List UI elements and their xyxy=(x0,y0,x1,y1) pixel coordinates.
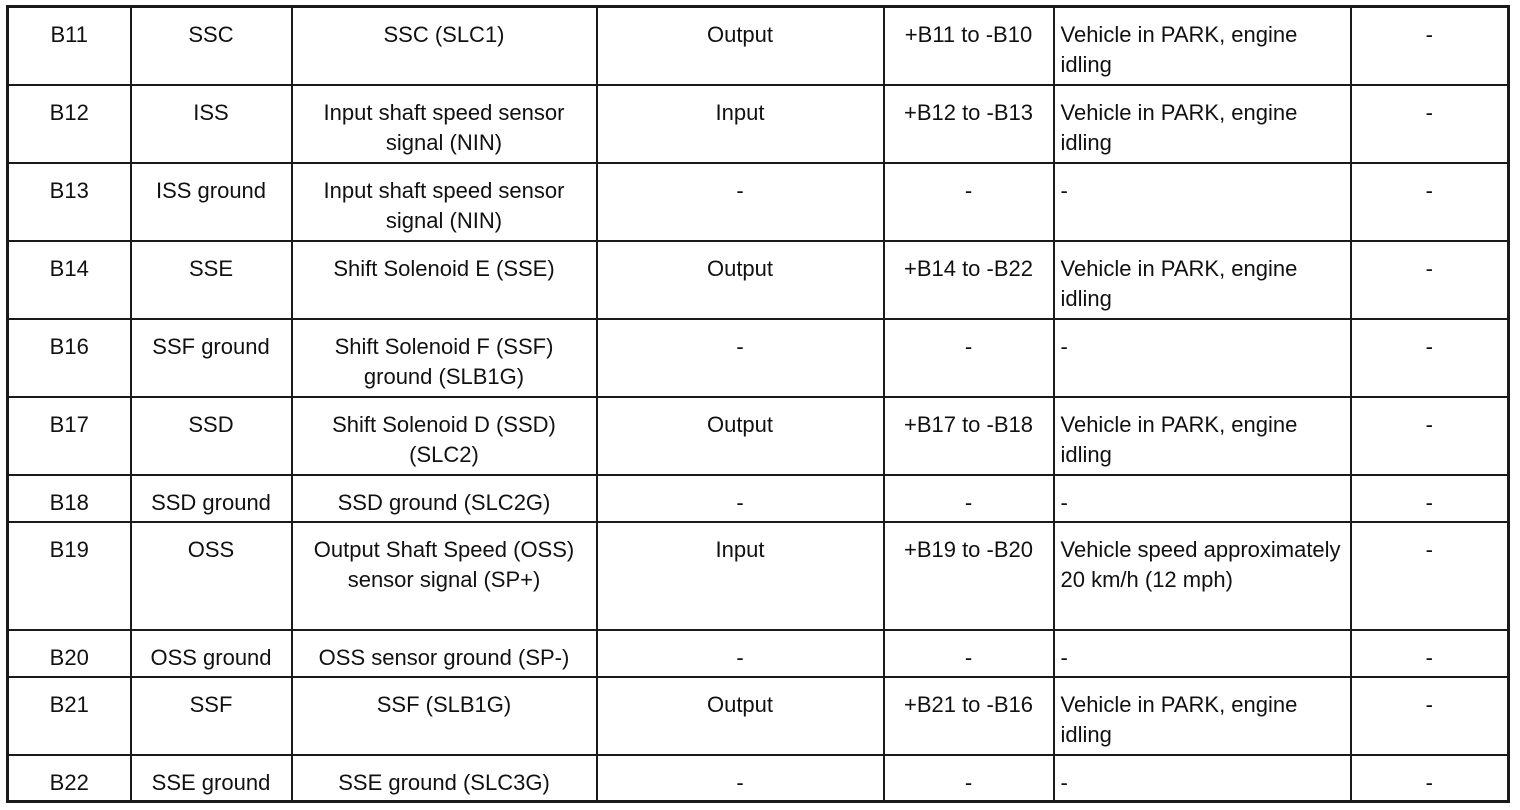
circuit-cell: SSF ground xyxy=(131,319,292,397)
signal-type-cell: - xyxy=(597,475,884,522)
table-row xyxy=(8,522,1509,630)
value-cell: - xyxy=(1351,677,1509,755)
condition-cell: Vehicle in PARK, engine idling xyxy=(1054,85,1351,163)
condition-cell: Vehicle in PARK, engine idling xyxy=(1054,241,1351,319)
signal-type-cell: Output xyxy=(597,677,884,755)
circuit-cell: SSD ground xyxy=(131,475,292,522)
circuit-cell: SSF xyxy=(131,677,292,755)
measurement-cell: +B12 to -B13 xyxy=(884,85,1054,163)
table-row xyxy=(8,677,1509,755)
value-cell: - xyxy=(1351,755,1509,802)
signal-type-cell: Output xyxy=(597,241,884,319)
condition-cell: Vehicle in PARK, engine idling xyxy=(1054,677,1351,755)
value-cell: - xyxy=(1351,522,1509,630)
signal-type-cell: Output xyxy=(597,397,884,475)
value-cell: - xyxy=(1351,319,1509,397)
table-row xyxy=(8,630,1509,677)
description-cell: Output Shaft Speed (OSS) sensor signal (SP+) xyxy=(292,522,597,630)
signal-type-cell: - xyxy=(597,755,884,802)
pin-number-cell: B14 xyxy=(8,241,131,319)
pin-table xyxy=(6,5,1510,803)
table-row xyxy=(8,319,1509,397)
condition-cell: - xyxy=(1054,755,1351,802)
table-row xyxy=(8,397,1509,475)
table-row xyxy=(8,755,1509,802)
value-cell: - xyxy=(1351,475,1509,522)
table-row xyxy=(8,163,1509,241)
pin-number-cell: B20 xyxy=(8,630,131,677)
signal-type-cell: Output xyxy=(597,7,884,85)
signal-type-cell: Input xyxy=(597,85,884,163)
measurement-cell: - xyxy=(884,319,1054,397)
pin-number-cell: B11 xyxy=(8,7,131,85)
description-cell: Shift Solenoid D (SSD) (SLC2) xyxy=(292,397,597,475)
description-cell: OSS sensor ground (SP-) xyxy=(292,630,597,677)
signal-type-cell: - xyxy=(597,319,884,397)
description-cell: Shift Solenoid E (SSE) xyxy=(292,241,597,319)
measurement-cell: +B21 to -B16 xyxy=(884,677,1054,755)
condition-cell: - xyxy=(1054,163,1351,241)
pin-number-cell: B22 xyxy=(8,755,131,802)
circuit-cell: ISS ground xyxy=(131,163,292,241)
table-row xyxy=(8,475,1509,522)
value-cell: - xyxy=(1351,7,1509,85)
description-cell: SSE ground (SLC3G) xyxy=(292,755,597,802)
description-cell: SSD ground (SLC2G) xyxy=(292,475,597,522)
signal-type-cell: - xyxy=(597,630,884,677)
circuit-cell: SSC xyxy=(131,7,292,85)
condition-cell: - xyxy=(1054,630,1351,677)
value-cell: - xyxy=(1351,397,1509,475)
measurement-cell: +B11 to -B10 xyxy=(884,7,1054,85)
value-cell: - xyxy=(1351,241,1509,319)
table-row xyxy=(8,85,1509,163)
measurement-cell: - xyxy=(884,755,1054,802)
pin-number-cell: B21 xyxy=(8,677,131,755)
signal-type-cell: - xyxy=(597,163,884,241)
pin-number-cell: B16 xyxy=(8,319,131,397)
circuit-cell: SSD xyxy=(131,397,292,475)
signal-type-cell: Input xyxy=(597,522,884,630)
pin-table-body xyxy=(8,7,1509,802)
value-cell: - xyxy=(1351,630,1509,677)
value-cell: - xyxy=(1351,163,1509,241)
circuit-cell: ISS xyxy=(131,85,292,163)
circuit-cell: SSE xyxy=(131,241,292,319)
pin-number-cell: B19 xyxy=(8,522,131,630)
circuit-cell: OSS xyxy=(131,522,292,630)
circuit-cell: OSS ground xyxy=(131,630,292,677)
pin-number-cell: B17 xyxy=(8,397,131,475)
measurement-cell: +B17 to -B18 xyxy=(884,397,1054,475)
description-cell: Shift Solenoid F (SSF) ground (SLB1G) xyxy=(292,319,597,397)
table-row xyxy=(8,7,1509,85)
condition-cell: Vehicle speed approximately 20 km/h (12 mph) xyxy=(1054,522,1351,630)
description-cell: Input shaft speed sensor signal (NIN) xyxy=(292,85,597,163)
value-cell: - xyxy=(1351,85,1509,163)
description-cell: SSF (SLB1G) xyxy=(292,677,597,755)
description-cell: SSC (SLC1) xyxy=(292,7,597,85)
description-cell: Input shaft speed sensor signal (NIN) xyxy=(292,163,597,241)
measurement-cell: - xyxy=(884,163,1054,241)
measurement-cell: - xyxy=(884,630,1054,677)
measurement-cell: +B19 to -B20 xyxy=(884,522,1054,630)
measurement-cell: - xyxy=(884,475,1054,522)
pin-number-cell: B18 xyxy=(8,475,131,522)
condition-cell: Vehicle in PARK, engine idling xyxy=(1054,397,1351,475)
condition-cell: - xyxy=(1054,319,1351,397)
pin-number-cell: B12 xyxy=(8,85,131,163)
condition-cell: Vehicle in PARK, engine idling xyxy=(1054,7,1351,85)
table-row xyxy=(8,241,1509,319)
pin-number-cell: B13 xyxy=(8,163,131,241)
condition-cell: - xyxy=(1054,475,1351,522)
measurement-cell: +B14 to -B22 xyxy=(884,241,1054,319)
circuit-cell: SSE ground xyxy=(131,755,292,802)
